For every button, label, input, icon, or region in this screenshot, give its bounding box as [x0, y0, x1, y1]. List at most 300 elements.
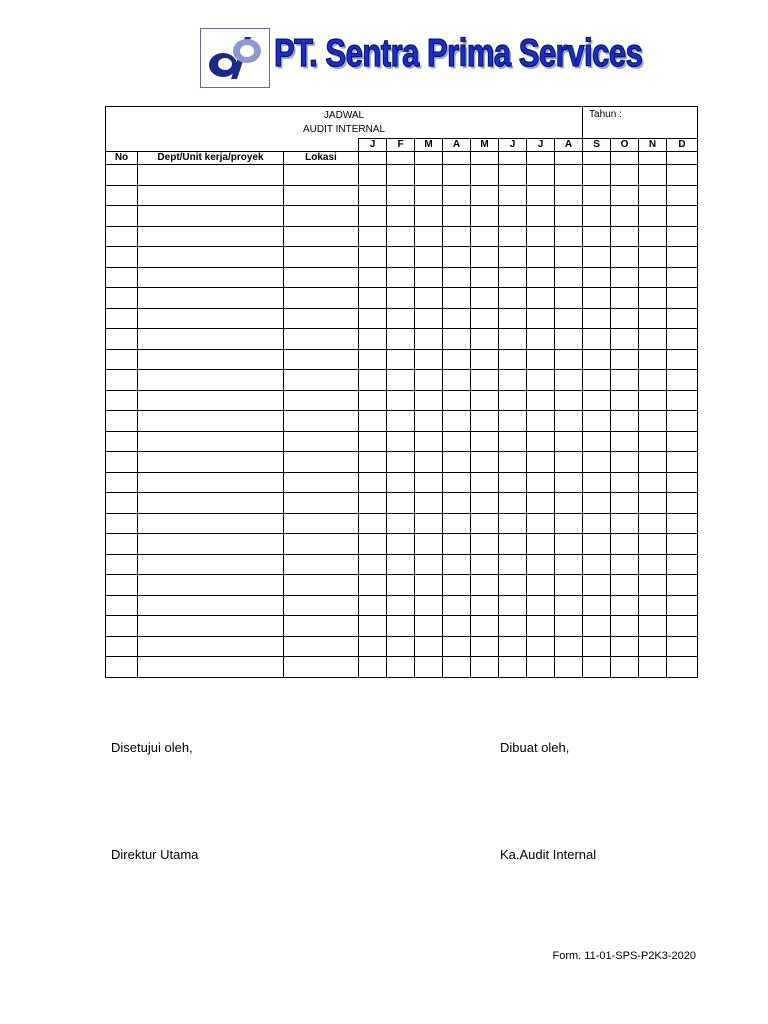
month-cell[interactable]	[359, 308, 387, 329]
month-cell[interactable]	[611, 390, 639, 411]
month-cell[interactable]	[583, 431, 611, 452]
month-cell[interactable]	[667, 370, 698, 391]
month-cell[interactable]	[387, 493, 415, 514]
month-cell[interactable]	[387, 206, 415, 227]
month-cell[interactable]	[555, 616, 583, 637]
month-cell[interactable]	[387, 575, 415, 596]
dept-cell[interactable]	[138, 452, 284, 473]
month-cell[interactable]	[555, 370, 583, 391]
month-cell[interactable]	[555, 513, 583, 534]
month-cell[interactable]	[555, 329, 583, 350]
no-cell[interactable]	[106, 411, 138, 432]
month-cell[interactable]	[387, 554, 415, 575]
lokasi-cell[interactable]	[284, 493, 359, 514]
month-cell[interactable]	[359, 185, 387, 206]
month-cell[interactable]	[555, 288, 583, 309]
month-cell[interactable]	[667, 349, 698, 370]
no-cell[interactable]	[106, 575, 138, 596]
month-cell[interactable]	[499, 185, 527, 206]
no-cell[interactable]	[106, 226, 138, 247]
month-cell[interactable]	[583, 288, 611, 309]
month-cell[interactable]	[527, 329, 555, 350]
month-cell[interactable]	[611, 554, 639, 575]
no-cell[interactable]	[106, 472, 138, 493]
month-cell[interactable]	[639, 329, 667, 350]
month-cell[interactable]	[415, 452, 443, 473]
month-cell[interactable]	[583, 267, 611, 288]
month-cell[interactable]	[639, 431, 667, 452]
month-cell[interactable]	[555, 390, 583, 411]
month-cell[interactable]	[667, 452, 698, 473]
month-cell[interactable]	[443, 411, 471, 432]
month-cell[interactable]	[499, 152, 527, 165]
month-cell[interactable]	[415, 247, 443, 268]
month-cell[interactable]	[667, 267, 698, 288]
month-cell[interactable]	[611, 616, 639, 637]
lokasi-cell[interactable]	[284, 185, 359, 206]
month-cell[interactable]	[499, 329, 527, 350]
month-cell[interactable]	[415, 616, 443, 637]
month-cell[interactable]	[555, 657, 583, 678]
lokasi-cell[interactable]	[284, 165, 359, 186]
month-cell[interactable]	[611, 513, 639, 534]
month-cell[interactable]	[359, 534, 387, 555]
dept-cell[interactable]	[138, 165, 284, 186]
month-cell[interactable]	[499, 390, 527, 411]
month-cell[interactable]	[527, 534, 555, 555]
month-cell[interactable]	[583, 452, 611, 473]
month-cell[interactable]	[667, 472, 698, 493]
month-cell[interactable]	[415, 595, 443, 616]
month-cell[interactable]	[415, 390, 443, 411]
month-cell[interactable]	[443, 452, 471, 473]
month-cell[interactable]	[611, 411, 639, 432]
month-cell[interactable]	[387, 452, 415, 473]
no-cell[interactable]	[106, 636, 138, 657]
dept-cell[interactable]	[138, 349, 284, 370]
month-cell[interactable]	[499, 431, 527, 452]
month-cell[interactable]	[667, 534, 698, 555]
month-cell[interactable]	[583, 472, 611, 493]
no-cell[interactable]	[106, 534, 138, 555]
lokasi-cell[interactable]	[284, 411, 359, 432]
month-cell[interactable]	[471, 390, 499, 411]
month-cell[interactable]	[359, 206, 387, 227]
dept-cell[interactable]	[138, 288, 284, 309]
lokasi-cell[interactable]	[284, 288, 359, 309]
month-cell[interactable]	[667, 206, 698, 227]
month-cell[interactable]	[387, 185, 415, 206]
lokasi-cell[interactable]	[284, 472, 359, 493]
month-cell[interactable]	[359, 152, 387, 165]
month-cell[interactable]	[387, 431, 415, 452]
month-cell[interactable]	[471, 226, 499, 247]
month-cell[interactable]	[499, 206, 527, 227]
no-cell[interactable]	[106, 206, 138, 227]
no-cell[interactable]	[106, 657, 138, 678]
month-cell[interactable]	[359, 390, 387, 411]
month-cell[interactable]	[443, 390, 471, 411]
month-cell[interactable]	[639, 247, 667, 268]
month-cell[interactable]	[667, 595, 698, 616]
month-cell[interactable]	[667, 431, 698, 452]
month-cell[interactable]	[387, 288, 415, 309]
dept-cell[interactable]	[138, 431, 284, 452]
month-cell[interactable]	[471, 431, 499, 452]
month-cell[interactable]	[359, 431, 387, 452]
month-cell[interactable]	[611, 165, 639, 186]
lokasi-cell[interactable]	[284, 575, 359, 596]
month-cell[interactable]	[583, 247, 611, 268]
month-cell[interactable]	[611, 472, 639, 493]
month-cell[interactable]	[359, 288, 387, 309]
month-cell[interactable]	[611, 288, 639, 309]
month-cell[interactable]	[555, 267, 583, 288]
month-cell[interactable]	[415, 636, 443, 657]
month-cell[interactable]	[583, 513, 611, 534]
month-cell[interactable]	[527, 493, 555, 514]
month-cell[interactable]	[471, 308, 499, 329]
month-cell[interactable]	[667, 390, 698, 411]
month-cell[interactable]	[415, 431, 443, 452]
month-cell[interactable]	[639, 206, 667, 227]
month-cell[interactable]	[499, 513, 527, 534]
month-cell[interactable]	[639, 554, 667, 575]
month-cell[interactable]	[443, 226, 471, 247]
month-cell[interactable]	[443, 595, 471, 616]
month-cell[interactable]	[499, 308, 527, 329]
month-cell[interactable]	[415, 152, 443, 165]
lokasi-cell[interactable]	[284, 370, 359, 391]
month-cell[interactable]	[499, 370, 527, 391]
month-cell[interactable]	[443, 349, 471, 370]
month-cell[interactable]	[359, 370, 387, 391]
month-cell[interactable]	[359, 513, 387, 534]
month-cell[interactable]	[359, 247, 387, 268]
month-cell[interactable]	[359, 267, 387, 288]
month-cell[interactable]	[471, 267, 499, 288]
month-cell[interactable]	[555, 152, 583, 165]
month-cell[interactable]	[443, 165, 471, 186]
dept-cell[interactable]	[138, 411, 284, 432]
lokasi-cell[interactable]	[284, 431, 359, 452]
month-cell[interactable]	[639, 493, 667, 514]
month-cell[interactable]	[555, 636, 583, 657]
month-cell[interactable]	[667, 247, 698, 268]
month-cell[interactable]	[555, 308, 583, 329]
month-cell[interactable]	[359, 165, 387, 186]
lokasi-cell[interactable]	[284, 616, 359, 637]
month-cell[interactable]	[583, 152, 611, 165]
year-field[interactable]	[583, 107, 698, 139]
month-cell[interactable]	[443, 206, 471, 227]
month-cell[interactable]	[639, 534, 667, 555]
no-cell[interactable]	[106, 349, 138, 370]
month-cell[interactable]	[499, 226, 527, 247]
no-cell[interactable]	[106, 370, 138, 391]
month-cell[interactable]	[611, 267, 639, 288]
month-cell[interactable]	[471, 452, 499, 473]
month-cell[interactable]	[611, 308, 639, 329]
lokasi-cell[interactable]	[284, 329, 359, 350]
month-cell[interactable]	[499, 349, 527, 370]
month-cell[interactable]	[499, 636, 527, 657]
month-cell[interactable]	[611, 534, 639, 555]
month-cell[interactable]	[359, 636, 387, 657]
month-cell[interactable]	[527, 267, 555, 288]
month-cell[interactable]	[387, 595, 415, 616]
month-cell[interactable]	[359, 493, 387, 514]
month-cell[interactable]	[611, 595, 639, 616]
month-cell[interactable]	[527, 370, 555, 391]
month-cell[interactable]	[611, 329, 639, 350]
month-cell[interactable]	[387, 390, 415, 411]
dept-cell[interactable]	[138, 636, 284, 657]
month-cell[interactable]	[527, 554, 555, 575]
month-cell[interactable]	[387, 308, 415, 329]
month-cell[interactable]	[471, 575, 499, 596]
month-cell[interactable]	[611, 452, 639, 473]
month-cell[interactable]	[527, 431, 555, 452]
month-cell[interactable]	[639, 308, 667, 329]
month-cell[interactable]	[471, 657, 499, 678]
dept-cell[interactable]	[138, 472, 284, 493]
month-cell[interactable]	[443, 575, 471, 596]
month-cell[interactable]	[499, 657, 527, 678]
month-cell[interactable]	[639, 349, 667, 370]
month-cell[interactable]	[443, 554, 471, 575]
month-cell[interactable]	[359, 657, 387, 678]
month-cell[interactable]	[471, 472, 499, 493]
month-cell[interactable]	[555, 472, 583, 493]
month-cell[interactable]	[387, 349, 415, 370]
month-cell[interactable]	[443, 288, 471, 309]
lokasi-cell[interactable]	[284, 452, 359, 473]
no-cell[interactable]	[106, 431, 138, 452]
dept-cell[interactable]	[138, 534, 284, 555]
month-cell[interactable]	[639, 152, 667, 165]
month-cell[interactable]	[415, 370, 443, 391]
month-cell[interactable]	[611, 657, 639, 678]
month-cell[interactable]	[499, 575, 527, 596]
month-cell[interactable]	[387, 152, 415, 165]
month-cell[interactable]	[611, 349, 639, 370]
month-cell[interactable]	[359, 472, 387, 493]
month-cell[interactable]	[583, 595, 611, 616]
month-cell[interactable]	[471, 288, 499, 309]
month-cell[interactable]	[471, 616, 499, 637]
month-cell[interactable]	[639, 165, 667, 186]
month-cell[interactable]	[387, 513, 415, 534]
month-cell[interactable]	[471, 247, 499, 268]
month-cell[interactable]	[471, 411, 499, 432]
month-cell[interactable]	[667, 616, 698, 637]
lokasi-cell[interactable]	[284, 657, 359, 678]
month-cell[interactable]	[443, 472, 471, 493]
month-cell[interactable]	[499, 288, 527, 309]
month-cell[interactable]	[555, 349, 583, 370]
month-cell[interactable]	[499, 616, 527, 637]
month-cell[interactable]	[639, 288, 667, 309]
month-cell[interactable]	[471, 152, 499, 165]
month-cell[interactable]	[667, 226, 698, 247]
month-cell[interactable]	[555, 206, 583, 227]
lokasi-cell[interactable]	[284, 554, 359, 575]
month-cell[interactable]	[359, 411, 387, 432]
month-cell[interactable]	[583, 185, 611, 206]
month-cell[interactable]	[443, 152, 471, 165]
month-cell[interactable]	[387, 636, 415, 657]
month-cell[interactable]	[499, 595, 527, 616]
month-cell[interactable]	[639, 575, 667, 596]
month-cell[interactable]	[527, 185, 555, 206]
month-cell[interactable]	[639, 616, 667, 637]
month-cell[interactable]	[583, 657, 611, 678]
month-cell[interactable]	[527, 452, 555, 473]
dept-cell[interactable]	[138, 595, 284, 616]
month-cell[interactable]	[611, 206, 639, 227]
month-cell[interactable]	[639, 657, 667, 678]
month-cell[interactable]	[499, 267, 527, 288]
month-cell[interactable]	[359, 595, 387, 616]
month-cell[interactable]	[611, 636, 639, 657]
dept-cell[interactable]	[138, 185, 284, 206]
month-cell[interactable]	[415, 226, 443, 247]
month-cell[interactable]	[527, 349, 555, 370]
month-cell[interactable]	[415, 206, 443, 227]
lokasi-cell[interactable]	[284, 206, 359, 227]
month-cell[interactable]	[443, 308, 471, 329]
month-cell[interactable]	[387, 329, 415, 350]
month-cell[interactable]	[611, 431, 639, 452]
month-cell[interactable]	[499, 247, 527, 268]
month-cell[interactable]	[583, 390, 611, 411]
no-cell[interactable]	[106, 185, 138, 206]
month-cell[interactable]	[527, 288, 555, 309]
month-cell[interactable]	[639, 636, 667, 657]
dept-cell[interactable]	[138, 329, 284, 350]
dept-cell[interactable]	[138, 657, 284, 678]
month-cell[interactable]	[443, 267, 471, 288]
month-cell[interactable]	[387, 657, 415, 678]
month-cell[interactable]	[471, 349, 499, 370]
month-cell[interactable]	[471, 534, 499, 555]
month-cell[interactable]	[667, 152, 698, 165]
month-cell[interactable]	[415, 493, 443, 514]
month-cell[interactable]	[667, 329, 698, 350]
month-cell[interactable]	[443, 534, 471, 555]
month-cell[interactable]	[527, 575, 555, 596]
month-cell[interactable]	[387, 411, 415, 432]
month-cell[interactable]	[555, 595, 583, 616]
month-cell[interactable]	[555, 165, 583, 186]
month-cell[interactable]	[387, 226, 415, 247]
month-cell[interactable]	[387, 370, 415, 391]
month-cell[interactable]	[443, 370, 471, 391]
no-cell[interactable]	[106, 267, 138, 288]
month-cell[interactable]	[471, 513, 499, 534]
month-cell[interactable]	[667, 636, 698, 657]
month-cell[interactable]	[611, 226, 639, 247]
month-cell[interactable]	[415, 411, 443, 432]
lokasi-cell[interactable]	[284, 349, 359, 370]
no-cell[interactable]	[106, 308, 138, 329]
lokasi-cell[interactable]	[284, 308, 359, 329]
month-cell[interactable]	[583, 493, 611, 514]
month-cell[interactable]	[415, 513, 443, 534]
month-cell[interactable]	[639, 595, 667, 616]
month-cell[interactable]	[667, 657, 698, 678]
month-cell[interactable]	[555, 554, 583, 575]
month-cell[interactable]	[667, 554, 698, 575]
no-cell[interactable]	[106, 247, 138, 268]
month-cell[interactable]	[555, 493, 583, 514]
lokasi-cell[interactable]	[284, 267, 359, 288]
month-cell[interactable]	[499, 554, 527, 575]
month-cell[interactable]	[415, 185, 443, 206]
month-cell[interactable]	[527, 390, 555, 411]
month-cell[interactable]	[583, 329, 611, 350]
month-cell[interactable]	[443, 493, 471, 514]
no-cell[interactable]	[106, 165, 138, 186]
month-cell[interactable]	[359, 349, 387, 370]
month-cell[interactable]	[415, 472, 443, 493]
month-cell[interactable]	[639, 370, 667, 391]
month-cell[interactable]	[499, 493, 527, 514]
month-cell[interactable]	[527, 657, 555, 678]
month-cell[interactable]	[387, 247, 415, 268]
month-cell[interactable]	[387, 267, 415, 288]
month-cell[interactable]	[415, 534, 443, 555]
dept-cell[interactable]	[138, 226, 284, 247]
month-cell[interactable]	[527, 152, 555, 165]
month-cell[interactable]	[611, 247, 639, 268]
month-cell[interactable]	[555, 247, 583, 268]
dept-cell[interactable]	[138, 554, 284, 575]
month-cell[interactable]	[527, 472, 555, 493]
month-cell[interactable]	[527, 226, 555, 247]
lokasi-cell[interactable]	[284, 513, 359, 534]
lokasi-cell[interactable]	[284, 226, 359, 247]
month-cell[interactable]	[555, 411, 583, 432]
month-cell[interactable]	[583, 165, 611, 186]
dept-cell[interactable]	[138, 308, 284, 329]
month-cell[interactable]	[611, 493, 639, 514]
month-cell[interactable]	[639, 472, 667, 493]
month-cell[interactable]	[443, 431, 471, 452]
month-cell[interactable]	[387, 165, 415, 186]
month-cell[interactable]	[639, 452, 667, 473]
month-cell[interactable]	[443, 636, 471, 657]
month-cell[interactable]	[555, 431, 583, 452]
month-cell[interactable]	[415, 267, 443, 288]
month-cell[interactable]	[499, 534, 527, 555]
month-cell[interactable]	[583, 370, 611, 391]
month-cell[interactable]	[639, 226, 667, 247]
month-cell[interactable]	[359, 226, 387, 247]
month-cell[interactable]	[583, 411, 611, 432]
month-cell[interactable]	[387, 534, 415, 555]
no-cell[interactable]	[106, 493, 138, 514]
month-cell[interactable]	[527, 636, 555, 657]
month-cell[interactable]	[471, 595, 499, 616]
month-cell[interactable]	[471, 206, 499, 227]
dept-cell[interactable]	[138, 247, 284, 268]
month-cell[interactable]	[639, 185, 667, 206]
month-cell[interactable]	[415, 575, 443, 596]
month-cell[interactable]	[415, 308, 443, 329]
month-cell[interactable]	[527, 411, 555, 432]
